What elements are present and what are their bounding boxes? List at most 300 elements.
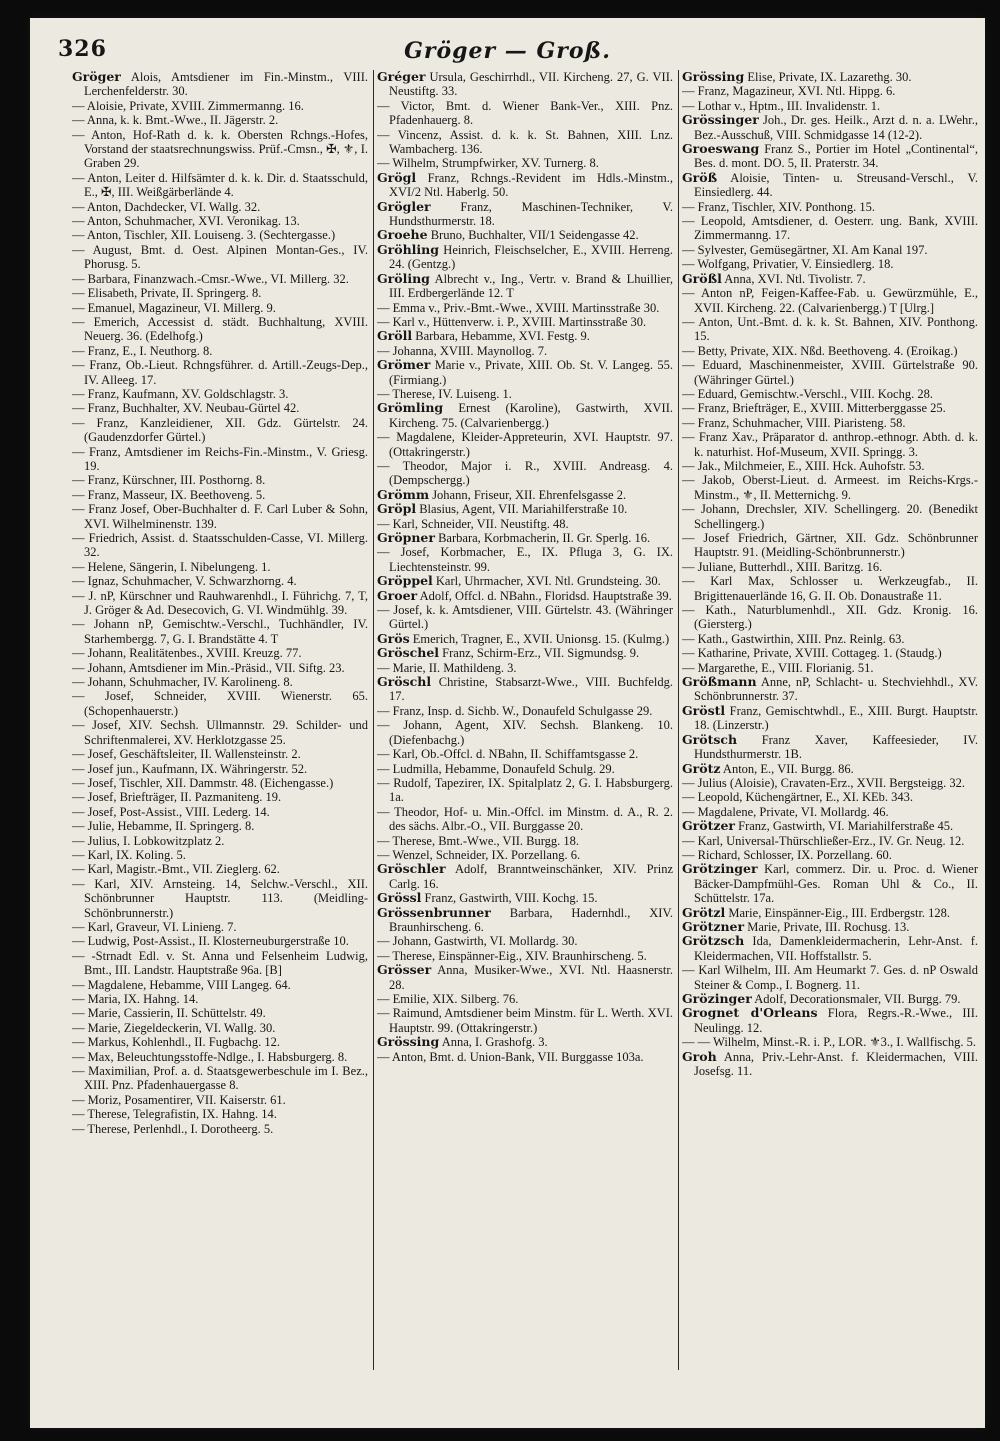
directory-entry <box>377 589 673 603</box>
directory-entry <box>682 963 978 992</box>
entry-details: — Emilie, XIX. Silberg. 76. <box>377 992 519 1006</box>
directory-entry <box>72 344 368 358</box>
directory-entry <box>377 574 673 588</box>
directory-entry <box>377 834 673 848</box>
column-2 <box>377 70 673 1410</box>
directory-entry <box>72 401 368 415</box>
entry-details: — Franz, Magazineur, XVI. Ntl. Hippg. 6. <box>682 84 896 99</box>
directory-entry <box>72 286 368 300</box>
directory-entry <box>377 430 673 459</box>
entry-surname: Grögler <box>377 198 431 214</box>
entry-details: Anton, E., VII. Burgg. 86. <box>722 761 854 776</box>
entry-details: — Josef jun., Kaufmann, IX. Währingerstr. 52. <box>72 761 308 776</box>
entry-details: Barbara, Hebamme, XVI. Festg. 9. <box>415 329 590 344</box>
directory-entry <box>72 531 368 560</box>
entry-details: Heinrich, Fleischselcher, E., XVIII. Herreng. 24. (Gentzg.) <box>389 242 673 272</box>
directory-entry <box>682 531 978 560</box>
directory-entry <box>682 646 978 660</box>
entry-surname: Grömer <box>377 357 431 373</box>
directory-entry <box>377 315 673 329</box>
directory-entry <box>72 272 368 286</box>
directory-entry <box>377 358 673 387</box>
entry-details: — Anton, Leiter d. Hilfsämter d. k. k. Dir. d. Staatsschuld, E., ✠, III. Weißgärberlände 4. <box>72 170 368 200</box>
entry-details: Bruno, Buchhalter, VII/1 Seidengasse 42. <box>430 228 639 243</box>
entry-details: Franz S., Portier im Hotel „Continental“, Bes. d. mont. DO. 5, II. Praterstr. 34. <box>694 142 978 171</box>
entry-surname: Gröhling <box>377 241 440 257</box>
directory-columns <box>72 70 982 1410</box>
directory-entry <box>72 1035 368 1049</box>
directory-entry <box>72 502 368 531</box>
entry-details: — Karl Max, Schlosser u. Werkzeugfab., II. Brigittenauerlände 16, G. II. Ob. Donaustraße 11. <box>682 574 978 603</box>
entry-surname: Grösser <box>377 962 432 978</box>
entry-surname: Grötzner <box>682 918 745 934</box>
directory-entry <box>682 920 978 934</box>
entry-details: — Therese, Perlenhdl., I. Dorotheerg. 5. <box>72 1121 274 1136</box>
entry-details: — Josef, Geschäftsleiter, II. Wallensteinstr. 2. <box>72 747 301 762</box>
entry-details: — Julius, I. Lobkowitzplatz 2. <box>72 833 225 848</box>
entry-details: — Karl, Ob.-Offcl. d. NBahn, II. Schiffamtsgasse 2. <box>377 747 639 762</box>
entry-details: Anna, XVI. Ntl. Tivolistr. 7. <box>724 271 866 286</box>
entry-surname: Grössinger <box>682 112 759 128</box>
directory-entry <box>72 416 368 445</box>
page-header <box>30 26 985 70</box>
entry-details: Alois, Amtsdiener im Fin.-Minstm., VIII. Lerchenfelderstr. 30. <box>84 70 368 99</box>
entry-surname: Grömling <box>377 400 444 416</box>
directory-entry <box>377 934 673 948</box>
entry-details: — Karl, Magistr.-Bmt., VII. Zieglerg. 62. <box>72 862 280 877</box>
entry-surname: Gröstl <box>682 702 726 718</box>
directory-entry <box>377 1035 673 1049</box>
entry-details: — Rudolf, Tapezirer, IX. Spitalplatz 2, G. I. Habsburgerg. 1a. <box>377 775 673 805</box>
entry-details: — Franz, E., I. Neuthorg. 8. <box>72 343 213 358</box>
directory-entry <box>72 1050 368 1064</box>
entry-surname: Groer <box>377 587 418 603</box>
entry-details: — Therese, IV. Luiseng. 1. <box>377 386 512 401</box>
directory-entry <box>72 488 368 502</box>
entry-details: — Therese, Telegrafistin, IX. Hahng. 14. <box>72 1107 277 1122</box>
directory-entry <box>72 315 368 344</box>
entry-details: — Magdalene, Kleider-Appreteurin, XVI. Hauptstr. 97. (Ottakringerstr.) <box>377 430 673 459</box>
entry-details: — Franz, Tischler, XIV. Ponthong. 15. <box>682 199 876 214</box>
directory-entry <box>682 502 978 531</box>
entry-details: Anne, nP, Schlacht- u. Stechviehhdl., XV. Schönbrunnerstr. 37. <box>694 675 978 704</box>
directory-entry <box>377 1050 673 1064</box>
directory-entry <box>72 560 368 574</box>
entry-details: — Josef, Briefträger, II. Pazmaniteng. 19. <box>72 790 282 805</box>
directory-entry <box>682 344 978 358</box>
directory-entry <box>377 675 673 704</box>
directory-entry <box>682 113 978 142</box>
directory-entry <box>377 545 673 574</box>
entry-details: Karl, Uhrmacher, XVI. Ntl. Grundsteing. 30. <box>435 574 661 589</box>
directory-entry <box>682 430 978 459</box>
entry-details: — Josef, Tischler, XII. Dammstr. 48. (Eichengasse.) <box>72 775 334 790</box>
directory-entry <box>72 358 368 387</box>
entry-details: — Anton, Tischler, XII. Louiseng. 3. (Sechtergasse.) <box>72 228 336 243</box>
entry-details: — Kath., Gastwirthin, XIII. Pnz. Reinlg. 63. <box>682 631 905 646</box>
directory-entry <box>682 603 978 632</box>
entry-details: — Franz, Kürschner, III. Posthorng. 8. <box>72 473 266 488</box>
entry-details: — Marie, Cassierin, II. Schüttelstr. 49. <box>72 1006 266 1021</box>
directory-entry <box>377 992 673 1006</box>
entry-details: — Franz Josef, Ober-Buchhalter d. F. Carl Luber & Sohn, XVI. Wilhelminenstr. 139. <box>72 502 368 531</box>
directory-entry <box>377 632 673 646</box>
directory-entry <box>72 790 368 804</box>
directory-entry <box>72 70 368 99</box>
directory-entry <box>377 747 673 761</box>
entry-surname: Gröger <box>72 70 121 84</box>
directory-entry <box>72 214 368 228</box>
directory-entry <box>377 862 673 891</box>
directory-entry <box>377 344 673 358</box>
entry-details: — Theodor, Major i. R., XVIII. Andreasg. 4. (Dempschergg.) <box>377 458 673 488</box>
directory-entry <box>72 387 368 401</box>
entry-details: Flora, Regrs.-R.-Wwe., III. Neulingg. 12. <box>694 1006 978 1035</box>
entry-details: — Anton, Unt.-Bmt. d. k. k. St. Bahnen, XIV. Ponthong. 15. <box>682 314 978 344</box>
directory-entry <box>682 214 978 243</box>
directory-entry <box>72 762 368 776</box>
entry-details: — Emma v., Priv.-Bmt.-Wwe., XVIII. Martinsstraße 30. <box>377 300 660 315</box>
directory-entry <box>377 387 673 401</box>
entry-details: Ida, Damenkleidermacherin, Lehr-Anst. f. Kleidermachen, VII. Hoffstallstr. 5. <box>694 934 978 963</box>
entry-details: Emerich, Tragner, E., XVII. Unionsg. 15. (Kulmg.) <box>412 631 670 646</box>
directory-entry <box>72 978 368 992</box>
entry-details: — Karl Wilhelm, III. Am Heumarkt 7. Ges. d. nP Oswald Steiner & Comp., I. Bognerg. 11. <box>682 963 978 992</box>
entry-details: — Franz, Kanzleidiener, XII. Gdz. Gürtelstr. 24. (Gaudenzdorfer Gürtel.) <box>72 415 368 445</box>
entry-surname: Grömm <box>377 486 430 502</box>
entry-surname: Grötzer <box>682 818 736 834</box>
entry-details: — Magdalene, Private, VI. Mollardg. 46. <box>682 804 889 819</box>
entry-details: Anna, I. Grashofg. 3. <box>441 1035 548 1050</box>
directory-entry <box>682 862 978 905</box>
directory-entry <box>72 113 368 127</box>
entry-details: — Juliane, Butterhdl., XIII. Baritzg. 16. <box>682 559 883 574</box>
directory-entry <box>682 142 978 171</box>
entry-details: Adolf, Branntweinschänker, XIV. Prinz Carlg. 16. <box>389 862 673 891</box>
entry-details: — Anton, Dachdecker, VI. Wallg. 32. <box>72 199 261 214</box>
entry-surname: Gröpl <box>377 501 417 517</box>
column-divider <box>373 70 374 1370</box>
directory-entry <box>682 387 978 401</box>
directory-entry <box>377 891 673 905</box>
entry-details: — Johann, Amtsdiener im Min.-Präsid., VII. Siftg. 23. <box>72 660 345 675</box>
entry-details: — Franz Xav., Präparator d. anthrop.-ethnogr. Abth. d. k. k. naturhist. Hof-Museum, XVII. Springg. 3. <box>682 430 978 459</box>
directory-entry <box>377 243 673 272</box>
entry-details: — Johann, Realitätenbes., XVIII. Kreuzg. 77. <box>72 646 302 661</box>
directory-entry <box>377 70 673 99</box>
entry-surname: Grössenbrunner <box>377 904 491 920</box>
entry-details: Blasius, Agent, VII. Mariahilferstraße 10. <box>419 502 628 517</box>
entry-details: — — Wilhelm, Minst.-R. i. P., LOR. ⚜3., I. Wallfischg. 5. <box>682 1035 976 1050</box>
directory-entry <box>377 646 673 660</box>
page-number: 326 <box>58 36 107 62</box>
directory-entry <box>682 286 978 315</box>
entry-details: — Karl v., Hüttenverw. i. P., XVIII. Martinsstraße 30. <box>377 314 647 329</box>
entry-details: — Franz, Kaufmann, XV. Goldschlagstr. 3. <box>72 386 289 401</box>
directory-entry <box>682 834 978 848</box>
entry-details: Adolf, Offcl. d. NBahn., Floridsd. Hauptstraße 39. <box>419 588 672 603</box>
directory-entry <box>72 747 368 761</box>
entry-surname: Grognet d'Orleans <box>682 1005 818 1021</box>
entry-details: — Magdalene, Hebamme, VIII Langeg. 64. <box>72 977 291 992</box>
directory-entry <box>682 632 978 646</box>
entry-details: — Julius (Aloisie), Cravaten-Erz., XVII. Bergsteigg. 32. <box>682 775 966 790</box>
directory-entry <box>72 1006 368 1020</box>
entry-details: — Therese, Bmt.-Wwe., VII. Burgg. 18. <box>377 833 580 848</box>
entry-surname: Gröschl <box>377 674 432 690</box>
directory-entry <box>72 646 368 660</box>
entry-surname: Gröling <box>377 270 430 286</box>
entry-details: Franz, Gemischtwhdl., E., XIII. Burgt. Hauptstr. 18. (Linzerstr.) <box>694 703 978 733</box>
directory-entry <box>682 776 978 790</box>
directory-entry <box>682 805 978 819</box>
directory-entry <box>682 762 978 776</box>
entry-details: — Sylvester, Gemüsegärtner, XI. Am Kanal 197. <box>682 242 928 257</box>
entry-details: — Lothar v., Hptm., III. Invalidenstr. 1. <box>682 98 881 113</box>
entry-details: Barbara, Korbmacherin, II. Gr. Sperlg. 16. <box>438 531 651 545</box>
entry-surname: Größl <box>682 270 722 286</box>
entry-details: — Therese, Einspänner-Eig., XIV. Braunhirscheng. 5. <box>377 948 647 963</box>
entry-details: Ernest (Karoline), Gastwirth, XVII. Kircheng. 75. (Calvarienbergg.) <box>389 401 673 430</box>
entry-details: — Johann nP, Gemischtw.-Verschl., Tuchhändler, IV. Starhembergg. 7, G. I. Brandstätte 4. T <box>72 617 368 646</box>
entry-details: Anna, Musiker-Wwe., XVI. Ntl. Haasnerstr. 28. <box>389 963 673 992</box>
directory-entry <box>377 228 673 242</box>
entry-details: — Victor, Bmt. d. Wiener Bank-Ver., XIII. Pnz. Pfadenhauerg. 8. <box>377 98 673 128</box>
entry-details: — Leopold, Küchengärtner, E., XI. KEb. 343. <box>682 790 914 805</box>
entry-details: — Anton, Hof-Rath d. k. k. Obersten Rchngs.-Hofes, Vorstand der staatsrechnungswiss. Prüf.-Cmsn., ✠, ⚜, I. Graben 29. <box>72 127 368 171</box>
entry-details: — Emerich, Accessist d. städt. Buchhaltung, XVIII. Neuerg. 36. (Edelhofg.) <box>72 314 368 344</box>
entry-details: Anna, Priv.-Lehr-Anst. f. Kleidermachen, VIII. Josefsg. 11. <box>694 1049 978 1079</box>
directory-entry <box>72 848 368 862</box>
entry-details: — Jakob, Oberst-Lieut. d. Armeest. im Reichs-Krgs.-Minstm., ⚜, II. Metternichg. 9. <box>682 473 978 502</box>
directory-entry <box>72 228 368 242</box>
entry-details: — Josef Friedrich, Gärtner, XII. Gdz. Schönbrunner Hauptstr. 91. (Meidling-Schönbrunnerstr.) <box>682 531 978 560</box>
directory-entry <box>377 776 673 805</box>
directory-entry <box>682 733 978 762</box>
directory-entry <box>72 877 368 920</box>
entry-details: — Max, Beleuchtungsstoffe-Ndlge., I. Habsburgerg. 8. <box>72 1049 348 1064</box>
entry-details: Joh., Dr. ges. Heilk., Arzt d. n. a. LWehr., Bez.-Ausschuß, VIII. Schmidgasse 14 (12-2). <box>694 113 978 142</box>
entry-details: Franz, Gastwirth, VI. Mariahilferstraße 45. <box>738 819 954 834</box>
directory-entry <box>72 992 368 1006</box>
entry-details: Franz Xaver, Kaffeesieder, IV. Hundsthurmerstr. 1B. <box>694 732 978 762</box>
entry-surname: Groh <box>682 1048 717 1064</box>
entry-surname: Gröll <box>377 328 413 344</box>
entry-details: — Markus, Kohlenhdl., II. Fugbachg. 12. <box>72 1035 280 1050</box>
entry-details: — Eduard, Maschinenmeister, XVIII. Gürtelstraße 90. (Währinger Gürtel.) <box>682 358 978 387</box>
directory-entry <box>377 906 673 935</box>
entry-details: — Johann, Gastwirth, VI. Mollardg. 30. <box>377 934 578 949</box>
entry-details: — Karl, Universal-Thürschließer-Erz., IV. Gr. Neug. 12. <box>682 833 965 848</box>
entry-details: — Ludwig, Post-Assist., II. Klosterneuburgerstraße 10. <box>72 934 349 949</box>
directory-entry <box>72 834 368 848</box>
entry-surname: Größmann <box>682 674 757 690</box>
entry-details: — Johann, Agent, XIV. Sechsh. Blankeng. 10. (Diefenbachg.) <box>377 718 673 747</box>
directory-entry <box>377 128 673 157</box>
entry-details: — August, Bmt. d. Oest. Alpinen Montan-Ges., IV. Phorusg. 5. <box>72 242 368 272</box>
directory-entry <box>682 675 978 704</box>
running-head: Gröger — Groß. <box>404 38 611 64</box>
entry-details: — Josef, k. k. Amtsdiener, VIII. Gürtelstr. 43. (Währinger Gürtel.) <box>377 603 673 632</box>
entry-details: Karl, commerz. Dir. u. Proc. d. Wiener Bäcker-Dampfmühl-Ges. Roman Uhl & Co., II. Schüttelstr. 17a. <box>694 862 978 906</box>
directory-entry <box>377 171 673 200</box>
entry-surname: Gröpner <box>377 530 435 545</box>
directory-entry <box>72 1064 368 1093</box>
directory-entry <box>377 949 673 963</box>
directory-entry <box>377 661 673 675</box>
directory-entry <box>72 718 368 747</box>
directory-entry <box>682 1006 978 1035</box>
entry-details: — Aloisie, Private, XVIII. Zimmermanng. 16. <box>72 98 304 113</box>
directory-entry <box>682 401 978 415</box>
directory-entry <box>682 459 978 473</box>
directory-entry <box>682 906 978 920</box>
directory-entry <box>377 301 673 315</box>
entry-details: — Josef, Schneider, XVIII. Wienerstr. 65. (Schopenhauerstr.) <box>72 689 368 718</box>
directory-entry <box>72 473 368 487</box>
entry-details: — Jak., Milchmeier, E., XIII. Hck. Auhofstr. 53. <box>682 458 925 473</box>
directory-entry <box>377 517 673 531</box>
directory-entry <box>72 776 368 790</box>
directory-entry <box>377 329 673 343</box>
entry-surname: Groehe <box>377 227 428 243</box>
entry-details: — Josef, XIV. Sechsh. Ullmannstr. 29. Schilder- und Schriftenmalerei, XV. Herklotzgasse 25. <box>72 718 368 747</box>
entry-details: — Anton, Bmt. d. Union-Bank, VII. Burggasse 103a. <box>377 1049 644 1064</box>
entry-details: — Eduard, Gemischtw.-Verschl., VIII. Kochg. 28. <box>682 386 933 401</box>
entry-details: — Karl, Schneider, VII. Neustiftg. 48. <box>377 516 569 531</box>
entry-surname: Grötsch <box>682 731 738 747</box>
entry-details: — Franz, Masseur, IX. Beethoveng. 5. <box>72 487 266 502</box>
entry-details: — Elisabeth, Private, II. Springerg. 8. <box>72 286 262 301</box>
entry-details: — Emanuel, Magazineur, VI. Millerg. 9. <box>72 300 276 315</box>
directory-entry <box>72 1021 368 1035</box>
directory-entry <box>72 574 368 588</box>
entry-details: — Karl, XIV. Arnsteing. 14, Selchw.-Verschl., XII. Schönbrunner Hauptstr. 113. (Meidling-Schönbrunnerstr.) <box>72 876 368 920</box>
directory-entry <box>682 243 978 257</box>
directory-entry <box>682 992 978 1006</box>
entry-details: Franz, Maschinen-Techniker, V. Hundsthurmerstr. 18. <box>389 199 673 229</box>
directory-entry <box>682 473 978 502</box>
directory-entry <box>72 99 368 113</box>
entry-surname: Grögl <box>377 169 417 185</box>
entry-surname: Gréger <box>377 70 426 84</box>
directory-entry <box>72 661 368 675</box>
entry-surname: Grössing <box>682 70 745 84</box>
entry-details: — Maximilian, Prof. a. d. Staatsgewerbeschule im I. Bez., XIII. Pnz. Pfadenhauergasse 8. <box>72 1064 368 1093</box>
entry-details: — Franz, Buchhalter, XV. Neubau-Gürtel 42. <box>72 401 300 416</box>
entry-details: — Ludmilla, Hebamme, Donaufeld Schulg. 29. <box>377 761 615 776</box>
directory-entry <box>682 99 978 113</box>
directory-entry <box>72 920 368 934</box>
directory-entry <box>377 762 673 776</box>
directory-entry <box>72 128 368 171</box>
directory-entry <box>377 1006 673 1035</box>
entry-details: — Josef, Post-Assist., VIII. Lederg. 14. <box>72 804 270 819</box>
directory-entry <box>682 1050 978 1079</box>
entry-details: — Marie, Ziegeldeckerin, VI. Wallg. 30. <box>72 1020 276 1035</box>
entry-details: — Raimund, Amtsdiener beim Minstm. für L. Werth. XVI. Hauptstr. 99. (Ottakringerstr.) <box>377 1006 673 1035</box>
entry-details: — Theodor, Hof- u. Min.-Offcl. im Minstm. d. A., R. 2. des sächs. Albr.-O., VII. Burggasse 20. <box>377 804 673 834</box>
directory-entry <box>72 243 368 272</box>
entry-surname: Grössl <box>377 890 422 906</box>
entry-details: — Friedrich, Assist. d. Staatsschulden-Casse, VI. Millerg. 32. <box>72 531 368 560</box>
entry-details: — Johanna, XVIII. Maynollog. 7. <box>377 343 548 358</box>
directory-entry <box>377 99 673 128</box>
entry-details: — -Strnadt Edl. v. St. Anna und Felsenheim Ludwig, Bmt., III. Landstr. Hauptstraße 96a. [B] <box>72 948 368 978</box>
directory-entry <box>682 416 978 430</box>
directory-entry <box>682 560 978 574</box>
entry-details: — Josef, Korbmacher, E., IX. Pfluga 3, G. IX. Liechtensteinstr. 99. <box>377 545 673 574</box>
directory-entry <box>682 171 978 200</box>
directory-entry <box>72 200 368 214</box>
directory-entry <box>682 574 978 603</box>
entry-surname: Gröschler <box>377 861 446 877</box>
entry-details: — Leopold, Amtsdiener, d. Oesterr. ung. Bank, XVIII. Zimmermanng. 17. <box>682 214 978 243</box>
directory-entry <box>72 301 368 315</box>
entry-details: — Helene, Sängerin, I. Nibelungeng. 1. <box>72 559 271 574</box>
directory-entry <box>682 704 978 733</box>
directory-entry <box>682 257 978 271</box>
entry-details: — Johann, Schuhmacher, IV. Karolineng. 8. <box>72 675 293 690</box>
entry-surname: Groeswang <box>682 141 760 157</box>
entry-details: Christine, Stabsarzt-Wwe., VIII. Buchfeldg. 17. <box>389 675 673 704</box>
directory-entry <box>682 661 978 675</box>
entry-surname: Grös <box>377 630 410 646</box>
entry-details: — Anna, k. k. Bmt.-Wwe., II. Jägerstr. 2. <box>72 113 279 128</box>
directory-entry <box>377 704 673 718</box>
directory-entry <box>72 1107 368 1121</box>
directory-entry <box>377 603 673 632</box>
entry-details: — Moriz, Posamentirer, VII. Kaiserstr. 61. <box>72 1092 286 1107</box>
entry-details: — Richard, Schlosser, IX. Porzellang. 60. <box>682 847 892 862</box>
directory-entry <box>377 401 673 430</box>
entry-details: — Karl, Graveur, VI. Linieng. 7. <box>72 919 237 934</box>
entry-details: — Anton nP, Feigen-Kaffee-Fab. u. Gewürzmühle, E., XVII. Kircheng. 22. (Calvarienbergg.) T [Ulrg.] <box>682 286 978 315</box>
entry-details: — Vincenz, Assist. d. k. k. St. Bahnen, XIII. Lnz. Wambacherg. 136. <box>377 127 673 157</box>
directory-entry <box>682 272 978 286</box>
entry-details: Marie v., Private, XIII. Ob. St. V. Langeg. 55. (Firmiang.) <box>389 358 673 387</box>
entry-surname: Gröppel <box>377 573 433 589</box>
directory-entry <box>682 1035 978 1049</box>
directory-entry <box>377 272 673 301</box>
directory-entry <box>72 819 368 833</box>
directory-entry <box>682 358 978 387</box>
directory-entry <box>682 790 978 804</box>
entry-surname: Grötzsch <box>682 933 745 949</box>
entry-surname: Grössing <box>377 1034 440 1050</box>
entry-surname: Grözinger <box>682 991 752 1006</box>
column-3 <box>682 70 978 1410</box>
directory-entry <box>72 617 368 646</box>
entry-details: — Franz, Insp. d. Sichb. W., Donaufeld Schulgasse 29. <box>377 703 653 718</box>
entry-details: — Betty, Private, XIX. Nßd. Beethoveng. 4. (Eroikag.) <box>682 343 958 358</box>
directory-entry <box>72 862 368 876</box>
entry-surname: Grötzl <box>682 904 726 920</box>
entry-details: Adolf, Decorationsmaler, VII. Burgg. 79. <box>754 992 961 1006</box>
directory-entry <box>682 315 978 344</box>
directory-entry <box>377 805 673 834</box>
entry-details: Elise, Private, IX. Lazarethg. 30. <box>747 70 912 84</box>
entry-details: — Franz, Schuhmacher, VIII. Piaristeng. 58. <box>682 415 906 430</box>
entry-details: Aloisie, Tinten- u. Streusand-Verschl., V. Einsiedlerg. 44. <box>694 170 978 200</box>
directory-entry <box>72 445 368 474</box>
entry-details: Johann, Friseur, XII. Ehrenfelsgasse 2. <box>432 487 627 502</box>
entry-surname: Grötzinger <box>682 861 758 877</box>
directory-entry <box>377 531 673 545</box>
directory-entry <box>72 805 368 819</box>
entry-details: Albrecht v., Ing., Vertr. v. Brand & Lhuillier, III. Erdbergerlände 12. T <box>389 271 673 301</box>
directory-entry <box>377 156 673 170</box>
